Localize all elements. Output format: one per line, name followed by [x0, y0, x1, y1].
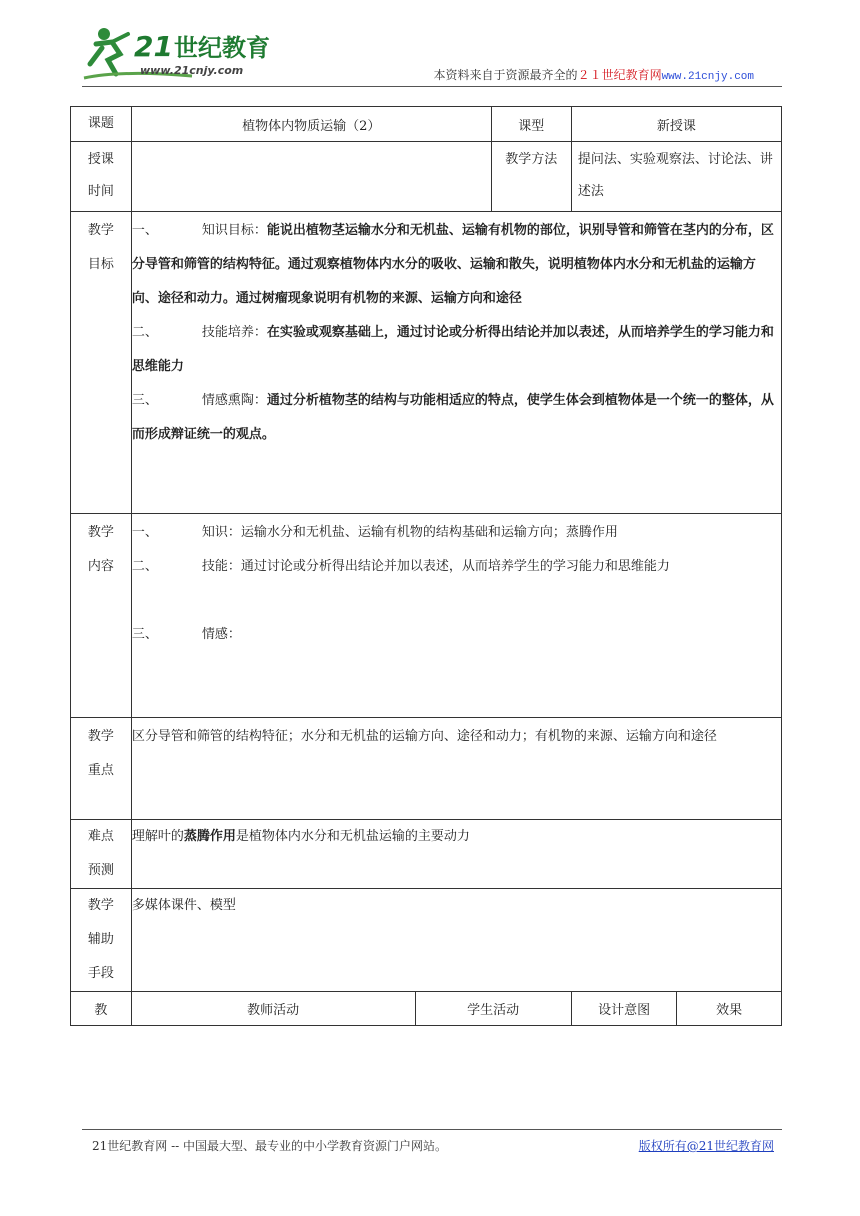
- row-objectives: [71, 212, 782, 514]
- objective-1: 一、 知识目标：能说出植物茎运输水分和无机盐、运输有机物的部位，识别导管和筛管在茎内的分布，区分导管和筛管的结构特征。通过观察植物体内水分的吸收、运输和散失，说明植物体内水分和无机盐的运输方向、途径和动力。通过树瘤现象说明有机物的来源、运输方向和途径: [131, 223, 774, 306]
- label-aids: 教学辅助手段: [71, 889, 132, 992]
- method-value: 提问法、实验观察法、讨论法、讲述法: [571, 142, 781, 212]
- site-logo: [82, 20, 302, 82]
- content-3: 三、 情感：: [131, 627, 241, 642]
- row-time: [71, 142, 782, 212]
- lesson-type-value: 新授课: [571, 107, 781, 142]
- row-topic: [71, 107, 782, 142]
- col-design-intent: 设计意图: [571, 992, 677, 1026]
- objective-3: 三、 情感熏陶：通过分析植物茎的结构与功能相适应的特点，使学生体会到植物体是一个统一的整体，从而形成辩证统一的观点。: [131, 393, 774, 442]
- row-aids: [71, 889, 782, 992]
- label-key-points: 教学重点: [71, 718, 132, 820]
- content-body: [131, 514, 781, 718]
- label-difficulty: 难点预测: [71, 820, 132, 889]
- label-content: 教学内容: [71, 514, 132, 718]
- key-points-body: 区分导管和筛管的结构特征；水分和无机盐的运输方向、途径和动力；有机物的来源、运输方向和途径: [131, 718, 781, 820]
- footer-copyright-link[interactable]: 版权所有@21世纪教育网: [638, 1139, 774, 1153]
- objective-2: 二、 技能培养：在实验或观察基础上，通过讨论或分析得出结论并加以表述，从而培养学生的学习能力和思维能力: [131, 325, 774, 374]
- col-teacher-activity: 教师活动: [131, 992, 415, 1026]
- content-2: 二、 技能：通过讨论或分析得出结论并加以表述，从而培养学生的学习能力和思维能力: [131, 559, 670, 574]
- footer-site-slogan: 21世纪教育网 -- 中国最大型、最专业的中小学教育资源门户网站。: [92, 1139, 448, 1153]
- time-value: [131, 142, 491, 212]
- row-activity-header: [71, 992, 782, 1026]
- col-student-activity: 学生活动: [415, 992, 571, 1026]
- page-header: [0, 0, 860, 100]
- objectives-body: [131, 212, 781, 514]
- difficulty-body: 理解叶的蒸腾作用是植物体内水分和无机盐运输的主要动力: [131, 820, 781, 889]
- label-topic: 课题: [71, 107, 132, 142]
- svg-text:21: 21: [134, 30, 173, 63]
- col-teach: 教: [71, 992, 132, 1026]
- label-time: 授课时间: [71, 142, 132, 212]
- label-objectives: 教学目标: [71, 212, 132, 514]
- svg-text:世纪教育: 世纪教育: [174, 34, 270, 62]
- svg-text:www.21cnjy.com: www.21cnjy.com: [140, 64, 244, 77]
- header-divider: [82, 86, 782, 87]
- aids-body: 多媒体课件、模型: [131, 889, 781, 992]
- label-method: 教学方法: [491, 142, 571, 212]
- row-content: [71, 514, 782, 718]
- lesson-plan-table: [70, 106, 782, 1026]
- row-key-points: [71, 718, 782, 820]
- topic-value: 植物体内物质运输（2）: [131, 107, 491, 142]
- footer-divider: [82, 1129, 782, 1130]
- label-lesson-type: 课型: [491, 107, 571, 142]
- row-difficulty: [71, 820, 782, 889]
- col-effect: 效果: [677, 992, 782, 1026]
- header-source-note: 本资料来自于资源最齐全的２１世纪教育网www.21cnjy.com: [433, 68, 754, 83]
- content-1: 一、 知识：运输水分和无机盐、运输有机物的结构基础和运输方向；蒸腾作用: [131, 525, 618, 540]
